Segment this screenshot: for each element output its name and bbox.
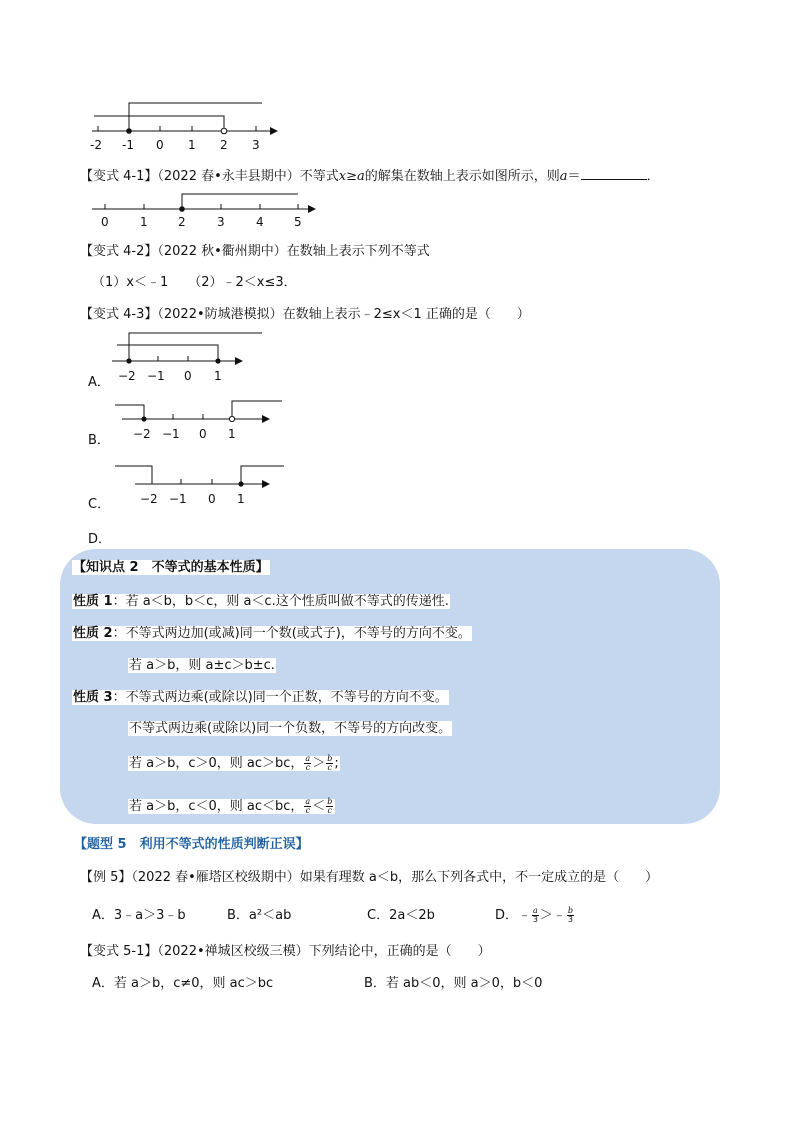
question-source: （2022 春•雁塔区校级期中） bbox=[131, 870, 300, 885]
example-5-options bbox=[92, 904, 575, 924]
fraction: $\frac{b}{3}$ bbox=[567, 906, 573, 924]
tick-label: 0 bbox=[101, 215, 109, 229]
question-source: （2022 秋•衢州期中） bbox=[157, 244, 287, 259]
property-3-text2: 不等式两边乘(或除以)同一个负数，不等号的方向改变。 bbox=[129, 721, 452, 736]
property-label: 性质 3 bbox=[73, 690, 113, 705]
tick-label: 1 bbox=[237, 492, 245, 506]
property-3: 性质 3：不等式两边乘(或除以)同一个正数，不等号的方向不变。 bbox=[73, 690, 448, 705]
fraction: $\frac{b}{c}$ bbox=[327, 754, 333, 772]
tick-label: 1 bbox=[140, 215, 148, 229]
option-c[interactable]: C．2a＜2b bbox=[367, 908, 435, 923]
property-2-example: 若 a＞b，则 a±c＞b±c. bbox=[129, 658, 275, 673]
option-b[interactable]: B．若 ab＜0，则 a＞0，b＜0 bbox=[364, 976, 543, 991]
tick-label: 3 bbox=[252, 138, 260, 152]
question-tag: 【例 5】 bbox=[80, 870, 132, 885]
tick-label: −1 bbox=[147, 369, 165, 383]
tick-label: 3 bbox=[217, 215, 225, 229]
option-b[interactable]: B．a²＜ab bbox=[227, 908, 292, 923]
example-5: 【例 5】（2022 春•雁塔区校级期中）如果有理数 a＜b，那么下列各式中，不一定成立的是（ ） bbox=[80, 870, 659, 885]
question-v51: 【变式 5-1】（2022•禅城区校级三模）下列结论中，正确的是（ ） bbox=[80, 944, 491, 959]
type-5-heading: 【题型 5 利用不等式的性质判断正误】 bbox=[74, 837, 309, 852]
tick-label: −1 bbox=[162, 427, 180, 441]
tick-label: -1 bbox=[122, 138, 134, 152]
option-c-label[interactable]: C． bbox=[88, 497, 111, 512]
knowledge-title: 【知识点 2 不等式的基本性质】 bbox=[73, 560, 269, 575]
tick-label: 2 bbox=[178, 215, 186, 229]
property-3-example-1: 若 a＞b，c＞0，则 ac＞bc， $\frac{a}{c}$ ＞ $\frac{b}{c}$ ; bbox=[129, 754, 339, 772]
tick-label: 0 bbox=[156, 138, 164, 152]
tick-label: 4 bbox=[256, 215, 264, 229]
tick-label: 2 bbox=[220, 138, 228, 152]
option-a[interactable]: A．3﹣a＞3﹣b bbox=[92, 908, 186, 923]
question-source: （2022•禅城区校级三模） bbox=[157, 944, 309, 959]
question-source: （2022 春•永丰县期中） bbox=[157, 169, 300, 184]
question-v51-options bbox=[92, 972, 542, 991]
tick-label: −2 bbox=[118, 369, 136, 383]
tick-label: 1 bbox=[188, 138, 196, 152]
tick-label: −2 bbox=[140, 492, 158, 506]
fraction: $\frac{a}{c}$ bbox=[305, 754, 311, 772]
tick-label: 0 bbox=[184, 369, 192, 383]
expression: x≥a bbox=[338, 169, 365, 184]
question-tag: 【变式 4-2】 bbox=[80, 244, 158, 259]
option-d-label[interactable]: D． bbox=[88, 532, 112, 547]
item-1: （1）x＜﹣1 bbox=[92, 275, 169, 290]
fraction: $\frac{a}{3}$ bbox=[532, 906, 538, 924]
question-tag: 【变式 5-1】 bbox=[80, 944, 158, 959]
option-a[interactable]: A．若 a＞b，c≠0，则 ac＞bc bbox=[92, 976, 274, 991]
question-source: （2022•防城港模拟） bbox=[157, 307, 283, 322]
option-b-label[interactable]: B． bbox=[88, 433, 110, 448]
question-v43: 【变式 4-3】（2022•防城港模拟）在数轴上表示﹣2≤x＜1 正确的是（ ） bbox=[80, 307, 530, 322]
property-3-example-2: 若 a＞b，c＜0，则 ac＜bc， $\frac{a}{c}$ ＜ $\frac{b}{c}$ bbox=[128, 795, 335, 815]
tick-label: 5 bbox=[294, 215, 302, 229]
property-label: 性质 2 bbox=[73, 626, 113, 641]
tick-label: 0 bbox=[199, 427, 207, 441]
tick-label: 1 bbox=[214, 369, 222, 383]
option-d[interactable]: D．﹣ $\frac{a}{3}$ ＞﹣ $\frac{b}{3}$ bbox=[495, 906, 573, 924]
property-2: 性质 2：不等式两边加(或减)同一个数(或式子)，不等号的方向不变。 bbox=[73, 626, 471, 641]
option-c-number-line[interactable] bbox=[0, 0, 794, 520]
tick-label: 1 bbox=[228, 427, 236, 441]
fraction: $\frac{a}{c}$ bbox=[305, 797, 311, 815]
tick-label: −1 bbox=[169, 492, 187, 506]
item-2: （2）﹣2＜x≤3． bbox=[188, 275, 297, 290]
tick-label: -2 bbox=[90, 138, 102, 152]
question-tag: 【变式 4-3】 bbox=[80, 307, 158, 322]
tick-label: 0 bbox=[208, 492, 216, 506]
option-a-label[interactable]: A． bbox=[88, 375, 110, 390]
question-v41: 【变式 4-1】（2022 春•永丰县期中）不等式x≥a的解集在数轴上表示如图所示，则a＝ ． bbox=[80, 169, 660, 184]
fraction: $\frac{b}{c}$ bbox=[327, 797, 333, 815]
property-1: 性质 1：若 a＜b，b＜c，则 a＜c.这个性质叫做不等式的传递性. bbox=[73, 594, 449, 609]
tick-label: −2 bbox=[133, 427, 151, 441]
question-tag: 【变式 4-1】 bbox=[80, 169, 158, 184]
property-label: 性质 1 bbox=[73, 594, 113, 609]
question-v42: 【变式 4-2】（2022 秋•衢州期中）在数轴上表示下列不等式 bbox=[80, 244, 430, 259]
